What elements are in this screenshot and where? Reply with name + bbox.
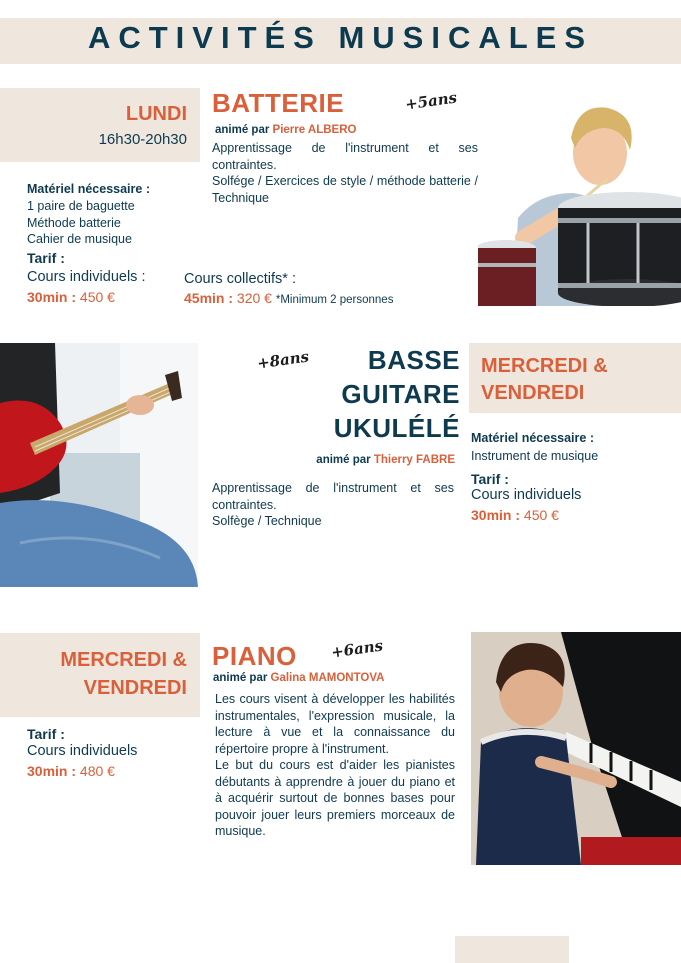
price-collectif <box>184 290 393 306</box>
teacher-prefix: animé par <box>215 124 273 136</box>
description <box>215 691 455 840</box>
description-para-1: Les cours visent à développer les habilités instrumentales, l'expression musicale, la lecture à vue et la connaissance du répertoire propre à l'instrument. <box>215 692 455 756</box>
day-line: VENDREDI <box>83 677 187 699</box>
materiel-item: Méthode batterie <box>27 215 121 230</box>
time-range: 16h30-20h30 <box>98 131 187 148</box>
day-label <box>481 353 608 407</box>
description-para-1: Apprentissage de l'instrument et ses contraintes. <box>212 141 478 172</box>
price-individuel <box>27 763 115 779</box>
materiel-label: Matériel nécessaire : <box>27 182 150 196</box>
cours-individuels-label: Cours individuels <box>471 487 582 503</box>
guitar-photo <box>0 343 198 587</box>
cours-individuels-label: Cours individuels : <box>27 269 146 285</box>
title-line: BASSE <box>367 345 460 375</box>
description-para-1: Apprentissage de l'instrument et ses contraintes. <box>212 481 454 512</box>
materiel-item: 1 paire de baguette <box>27 199 135 213</box>
collectif-note: *Minimum 2 personnes <box>275 294 394 306</box>
day-line: MERCREDI & <box>60 649 187 671</box>
description-para-2: Solfége / Exercices de style / méthode batterie / Technique <box>212 174 478 205</box>
teacher-name: Thierry FABRE <box>373 454 455 466</box>
price-individuel <box>27 289 115 305</box>
description-para-2: Solfège / Technique <box>212 514 322 528</box>
title-line: UKULÉLÉ <box>333 413 460 443</box>
price-value: 450 € <box>79 289 115 305</box>
materiel-item: Instrument de musique <box>471 449 599 463</box>
teacher-line <box>213 672 384 684</box>
day-label <box>0 646 187 702</box>
teacher-line <box>240 454 455 466</box>
materiel-label: Matériel nécessaire : <box>471 431 594 445</box>
title-line: GUITARE <box>341 379 460 409</box>
teacher-name: Pierre ALBERO <box>272 124 357 136</box>
piano-photo <box>471 632 681 865</box>
cours-collectifs-label: Cours collectifs* : <box>184 271 297 287</box>
duration: 30min : <box>27 289 77 305</box>
price-value: 320 € <box>236 290 272 306</box>
teacher-name: Galina MAMONTOVA <box>270 672 385 684</box>
tarif-label: Tarif : <box>27 250 65 266</box>
page-title: ACTIVITÉS MUSICALES <box>87 20 594 55</box>
tarif-label: Tarif : <box>471 471 509 487</box>
age-badge: +8ans <box>256 347 311 373</box>
age-badge: +5ans <box>404 88 459 114</box>
duration: 30min : <box>471 507 521 523</box>
price-individuel <box>471 507 559 523</box>
teacher-prefix: animé par <box>316 454 374 466</box>
section-title-guitare <box>262 343 460 445</box>
day-label: LUNDI <box>125 103 187 125</box>
footer-box <box>455 936 569 963</box>
section-title-batterie: BATTERIE <box>212 88 345 118</box>
duration: 45min : <box>184 290 234 306</box>
description <box>212 140 478 206</box>
description-para-2: Le but du cours est d'aider les pianistes débutants à apprendre à jouer du piano et à acquérir surtout de bonnes bases pour pouvoir jouer leurs premiers morceaux de musique. <box>215 758 455 838</box>
teacher-line <box>215 124 356 136</box>
cours-individuels-label: Cours individuels <box>27 743 138 759</box>
day-line: VENDREDI <box>481 382 585 404</box>
materiel-item: Cahier de musique <box>27 232 132 246</box>
tarif-label: Tarif : <box>27 726 65 742</box>
duration: 30min : <box>27 763 77 779</box>
section-title-piano: PIANO <box>212 641 297 671</box>
materiel-list <box>27 198 135 248</box>
day-line: MERCREDI & <box>481 355 608 377</box>
price-value: 450 € <box>523 507 559 523</box>
teacher-prefix: animé par <box>213 672 271 684</box>
drums-photo <box>478 98 681 306</box>
description <box>212 480 454 530</box>
price-value: 480 € <box>79 763 115 779</box>
age-badge: +6ans <box>330 636 385 662</box>
